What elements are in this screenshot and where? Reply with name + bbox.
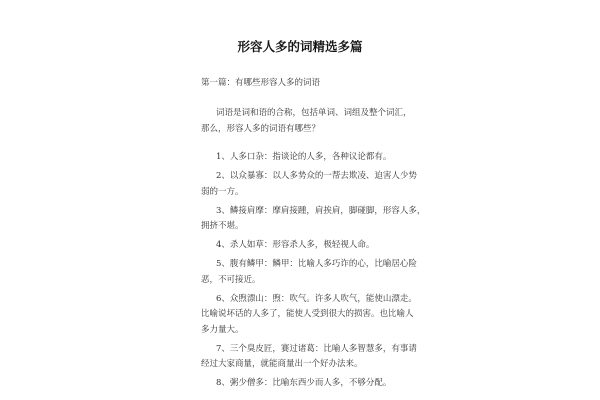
list-item-line: 拥挤不堪。 <box>201 221 244 231</box>
list-item-line: 比喻说坏话的人多了，能使人受到很大的损害。也比喻人 <box>201 309 414 319</box>
list-item-line: 经过大家商量，就能商量出一个好办法来。 <box>201 359 363 369</box>
list-item-line: 4、杀人如草：形容杀人多，极轻视人命。 <box>216 240 375 250</box>
list-item-line: 多力量大。 <box>201 324 244 335</box>
intro-line-2: 那么，形容人多的词语有哪些？ <box>201 123 321 134</box>
list-item <box>201 292 416 339</box>
list-item-line: 恶，不可接近。 <box>201 274 261 285</box>
list-item <box>201 204 426 235</box>
list-item-line: 1、人多口杂：指谈论的人多，各种议论都有。 <box>216 152 392 162</box>
document-title: 形容人多的词精选多篇 <box>237 39 363 54</box>
word-list <box>201 150 426 395</box>
list-item <box>201 150 416 166</box>
intro-paragraph <box>201 106 416 137</box>
list-item <box>201 257 416 288</box>
section-heading: 第一篇：有哪些形容人多的词语 <box>201 78 321 88</box>
list-item-line: 2、以众暴寡：以人多势众的一帮去欺凌、迫害人少势 <box>216 171 417 181</box>
list-item-line: 5、腹有鳞甲：鳞甲：比喻人多巧诈的心，比喻居心险 <box>216 259 417 269</box>
list-item <box>201 342 416 373</box>
list-item <box>201 376 416 392</box>
list-item-line: 6、众煦漂山：煦：吹气。许多人吹气，能使山漂走。 <box>216 293 417 304</box>
list-item-line: 弱的一方。 <box>201 186 244 197</box>
list-item-line: 7、三个臭皮匠，赛过诸葛：比喻人多智慧多，有事请 <box>216 343 417 354</box>
list-item <box>201 238 416 254</box>
list-item <box>201 169 416 200</box>
list-item-line: 8、粥少僧多：比喻东西少而人多，不够分配。 <box>216 378 392 388</box>
list-item-line: 3、鳞接肩摩：摩肩接踵，肩挨肩，脚碰脚，形容人多， <box>216 205 426 216</box>
intro-line-1: 词语是词和语的合称，包括单词、词组及整个词汇， <box>216 108 412 118</box>
